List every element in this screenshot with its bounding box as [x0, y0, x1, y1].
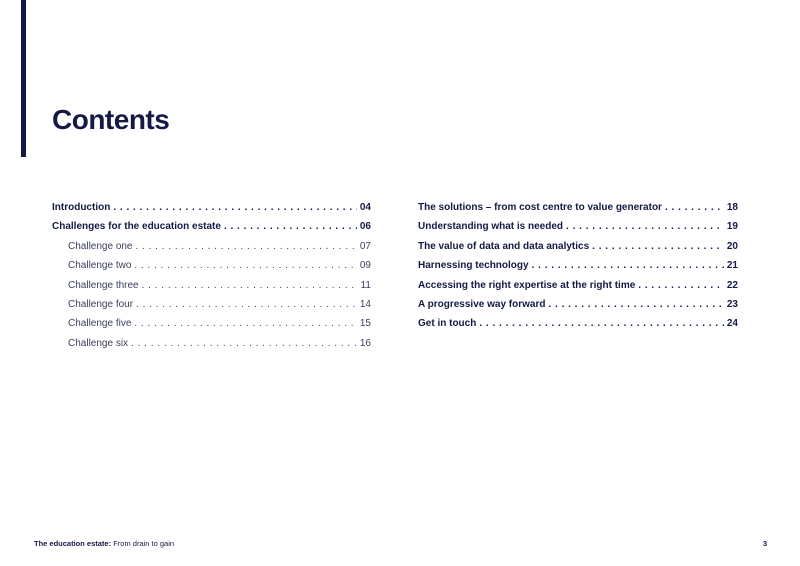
toc-entry-page: 09 [359, 260, 371, 272]
toc-entry-challenge-one[interactable] [52, 241, 371, 260]
accent-bar [21, 0, 26, 157]
toc-entry-label: The solutions – from cost centre to value generator [418, 202, 662, 213]
toc-right-column [418, 202, 738, 338]
toc-entry-data-analytics[interactable] [418, 241, 738, 260]
toc-leader-dots [134, 260, 357, 271]
toc-entry-page: 22 [726, 279, 738, 291]
toc-leader-dots [665, 202, 724, 213]
toc-entry-page: 11 [360, 279, 371, 291]
toc-leader-dots [136, 241, 357, 252]
toc-entry-page: 15 [359, 318, 371, 330]
toc-entry-page: 14 [359, 298, 371, 310]
toc-entry-understanding[interactable] [418, 221, 738, 240]
page-title: Contents [52, 104, 170, 135]
toc-leader-dots [532, 260, 724, 271]
toc-entry-page: 06 [359, 221, 371, 233]
toc-leader-dots [592, 241, 724, 252]
toc-entry-label: Challenge four [68, 298, 134, 310]
toc-leader-dots [142, 280, 358, 291]
toc-leader-dots [134, 318, 357, 329]
toc-entry-page: 04 [359, 202, 371, 213]
toc-entry-get-in-touch[interactable] [418, 318, 738, 337]
toc-leader-dots [224, 221, 357, 232]
toc-entry-page: 20 [726, 240, 738, 252]
toc-entry-challenge-two[interactable] [52, 260, 371, 279]
toc-entry-label: The value of data and data analytics [418, 240, 590, 252]
toc-entry-technology[interactable] [418, 260, 738, 279]
toc-leader-dots [548, 299, 723, 310]
toc-entry-label: Get in touch [418, 318, 477, 330]
toc-entry-expertise[interactable] [418, 280, 738, 299]
toc-entry-label: Challenge six [68, 337, 129, 349]
toc-entry-label: Challenges for the education estate [52, 221, 221, 233]
toc-left-column [52, 202, 371, 357]
toc-entry-challenges[interactable] [52, 221, 371, 240]
toc-entry-page: 07 [359, 240, 371, 252]
toc-leader-dots [131, 338, 357, 349]
toc-leader-dots [136, 299, 357, 310]
footer-title-bold: The education estate: [34, 539, 112, 548]
toc-leader-dots [566, 221, 724, 232]
footer-title-regular: From drain to gain [111, 539, 175, 548]
toc-entry-label: Challenge two [68, 260, 132, 272]
toc-entry-page: 19 [726, 221, 738, 233]
toc-entry-page: 18 [726, 202, 738, 213]
toc-entry-page: 23 [726, 298, 738, 310]
toc-entry-label: Introduction [52, 202, 111, 213]
page-number: 3 [762, 539, 767, 548]
toc-entry-page: 24 [726, 318, 738, 330]
toc-leader-dots [113, 202, 357, 213]
toc-entry-way-forward[interactable] [418, 299, 738, 318]
toc-entry-challenge-six[interactable] [52, 338, 371, 357]
toc-entry-challenge-five[interactable] [52, 318, 371, 337]
toc-entry-label: Challenge one [68, 240, 133, 252]
toc-leader-dots [479, 318, 724, 329]
toc-leader-dots [638, 280, 724, 291]
toc-entry-page: 21 [726, 260, 738, 272]
toc-entry-challenge-four[interactable] [52, 299, 371, 318]
toc-entry-challenge-three[interactable] [52, 280, 371, 299]
toc-entry-introduction[interactable] [52, 202, 371, 221]
toc-entry-page: 16 [359, 337, 371, 349]
footer-title [34, 539, 174, 548]
toc-entry-label: A progressive way forward [418, 298, 546, 310]
toc-entry-label: Challenge three [68, 279, 139, 291]
toc-entry-label: Harnessing technology [418, 260, 529, 272]
toc-entry-label: Accessing the right expertise at the right time [418, 279, 636, 291]
toc-entry-label: Understanding what is needed [418, 221, 564, 233]
toc-entry-solutions[interactable] [418, 202, 738, 221]
toc-entry-label: Challenge five [68, 318, 132, 330]
